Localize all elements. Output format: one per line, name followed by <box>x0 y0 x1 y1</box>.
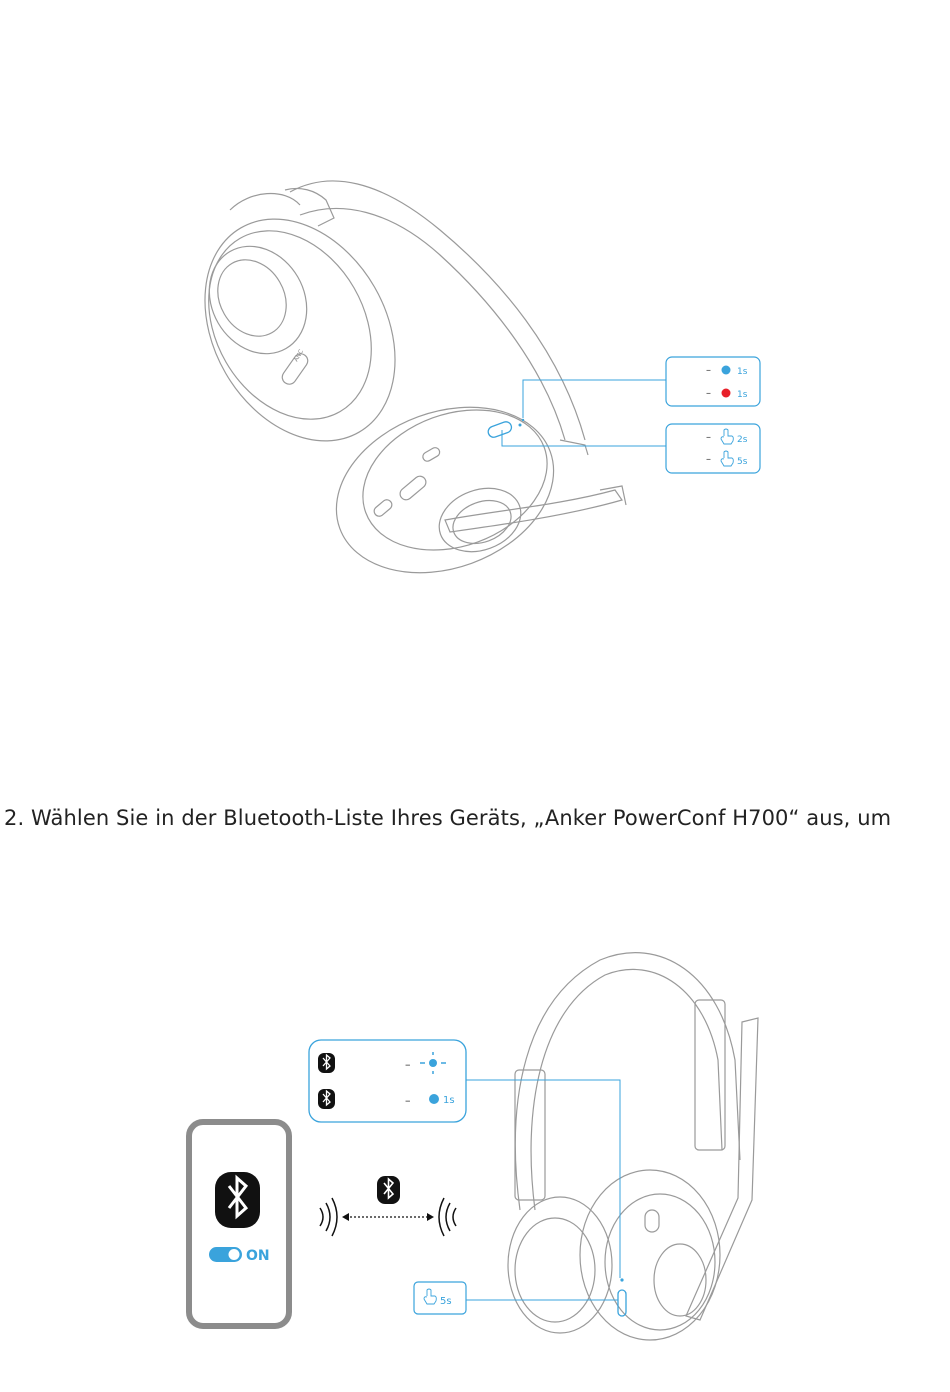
signal-waves-right <box>439 1198 456 1236</box>
bt-led-callout-box <box>309 1040 466 1122</box>
red-led-dot <box>722 389 731 398</box>
bluetooth-icon <box>318 1053 335 1073</box>
bt-row-2-dash: – <box>405 1094 411 1107</box>
press-duration: 5s <box>440 1296 452 1307</box>
bluetooth-icon <box>215 1172 260 1228</box>
blue-led-dot <box>722 366 731 375</box>
bluetooth-icon <box>377 1176 400 1204</box>
press-row-1-duration: 2s <box>737 435 748 445</box>
press-row-2-dash: – <box>706 454 711 465</box>
power-button-highlight <box>618 1290 626 1316</box>
led-indicator-dot <box>620 1278 623 1281</box>
instruction-step-2: 2. Wählen Sie in der Bluetooth-Liste Ihres Geräts, „Anker PowerConf H700“ aus, um <box>4 806 892 830</box>
led-callout-box <box>666 357 760 406</box>
headset-front-drawing <box>508 953 758 1340</box>
callout-lines <box>466 1080 620 1300</box>
bluetooth-pairing-illustration <box>0 900 950 1392</box>
signal-waves-left <box>320 1198 337 1236</box>
bluetooth-icon <box>318 1089 335 1109</box>
anc-button-label: ANC <box>292 348 306 363</box>
phone-illustration <box>189 1122 289 1326</box>
led-row-1-dash: – <box>706 365 711 376</box>
solid-blue-led <box>429 1094 439 1104</box>
pairing-arrow <box>342 1213 434 1221</box>
headset-drawing <box>167 181 626 602</box>
led-row-2-dash: – <box>706 388 711 399</box>
bt-row-2-duration: 1s <box>443 1095 455 1106</box>
led-row-2-duration: 1s <box>737 390 748 400</box>
led-indicator-dot <box>519 424 522 427</box>
power-button-highlight <box>487 420 513 439</box>
press-row-2-duration: 5s <box>737 457 748 467</box>
bt-row-1-dash: – <box>405 1058 411 1071</box>
toggle-on-label: ON <box>246 1248 270 1264</box>
press-row-1-dash: – <box>706 432 711 443</box>
press-callout-box <box>666 424 760 473</box>
bluetooth-toggle <box>209 1247 242 1262</box>
press-callout-box <box>414 1282 466 1314</box>
led-row-1-duration: 1s <box>737 367 748 377</box>
